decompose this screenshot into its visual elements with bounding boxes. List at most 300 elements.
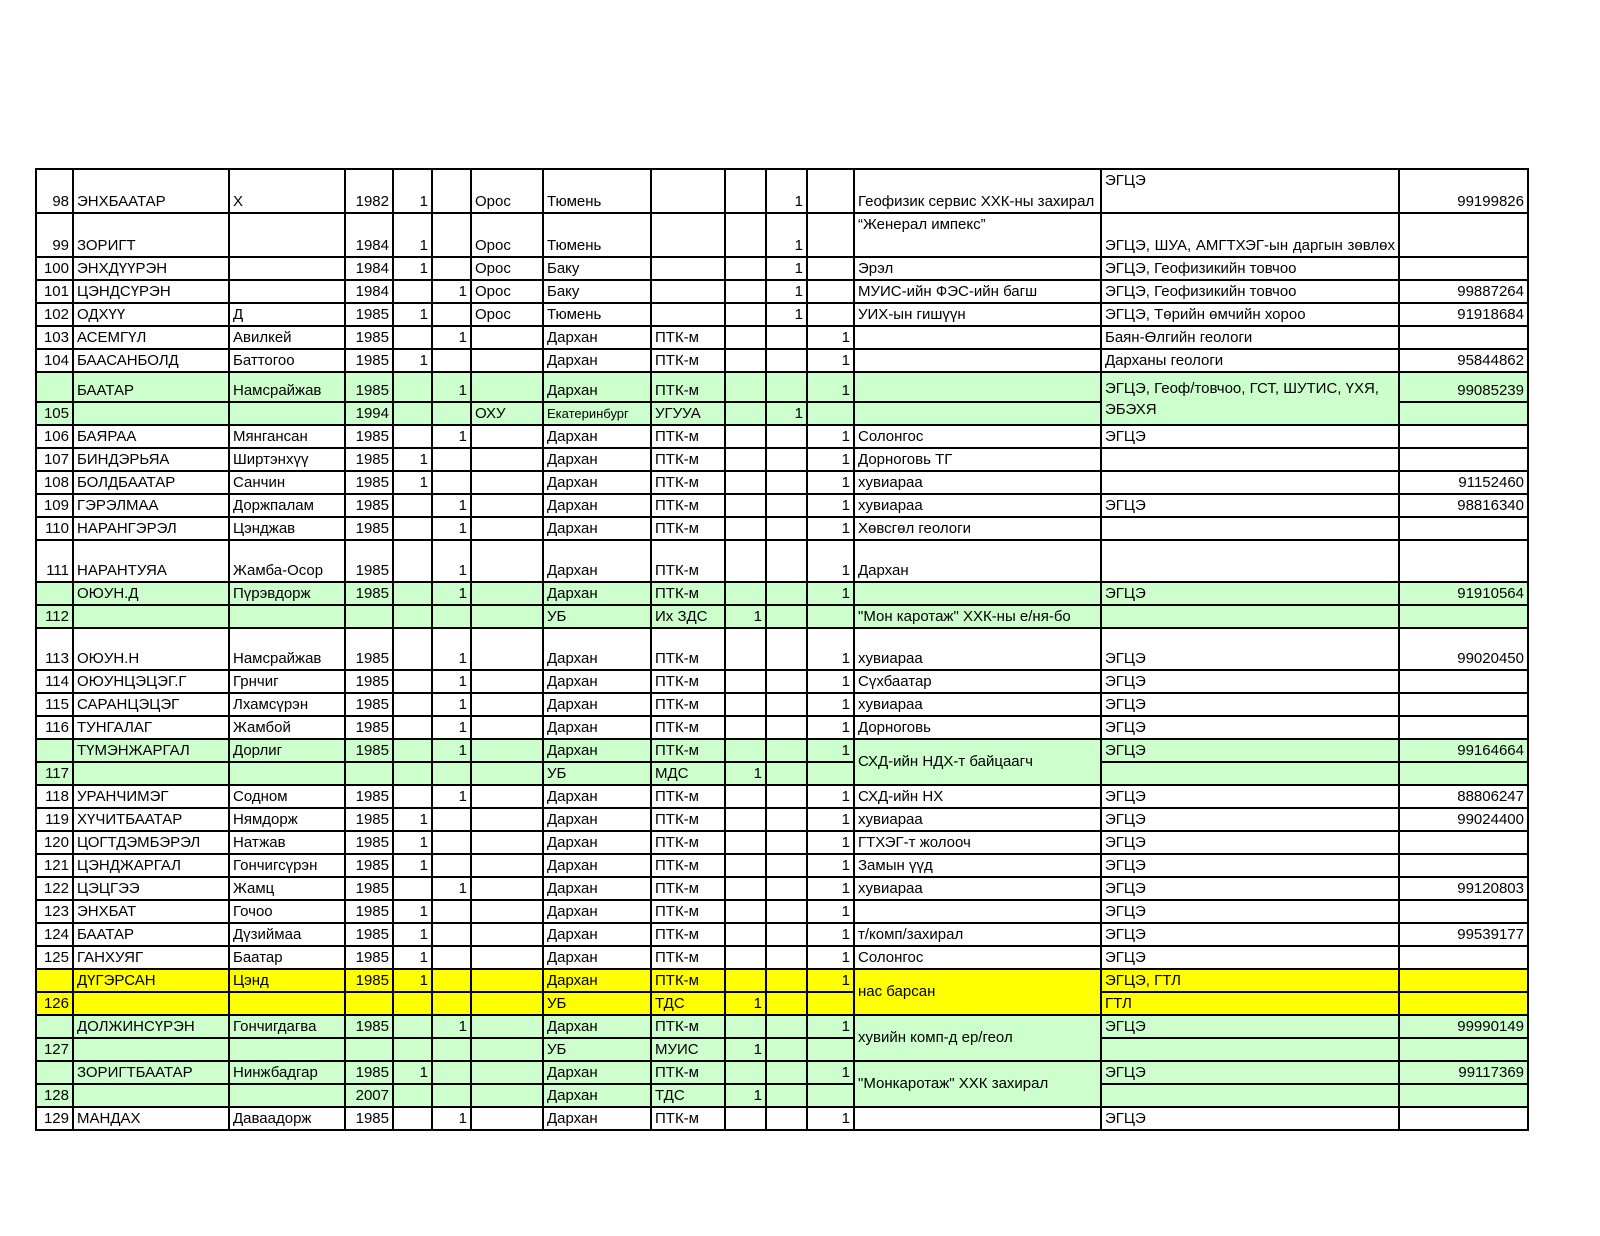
cell-organization	[1101, 762, 1399, 785]
cell-workplace: Солонгос	[854, 946, 1101, 969]
cell-phone	[1399, 1084, 1528, 1107]
cell-count-b: 1	[432, 372, 471, 402]
cell-given-name: Баттогоо	[229, 349, 345, 372]
cell-city: Дархан	[543, 1084, 651, 1107]
cell-count-b	[432, 257, 471, 280]
table-row	[36, 992, 1528, 1015]
cell-country	[471, 582, 543, 605]
cell-count-a: 1	[393, 213, 432, 257]
cell-year: 1985	[345, 923, 393, 946]
cell-count-d: 1	[766, 303, 807, 326]
cell-row-number: 115	[36, 693, 73, 716]
cell-country	[471, 425, 543, 448]
cell-given-name: Санчин	[229, 471, 345, 494]
cell-phone	[1399, 693, 1528, 716]
cell-count-b	[432, 1061, 471, 1084]
cell-workplace	[854, 582, 1101, 605]
cell-count-d: 1	[766, 280, 807, 303]
cell-row-number	[36, 1015, 73, 1038]
cell-count-c	[725, 402, 766, 425]
cell-workplace: Замын үүд	[854, 854, 1101, 877]
cell-count-e	[807, 303, 854, 326]
cell-count-b: 1	[432, 1015, 471, 1038]
cell-year: 1985	[345, 877, 393, 900]
cell-year: 1985	[345, 946, 393, 969]
cell-surname: ОЮУНЦЭЦЭГ.Г	[73, 670, 229, 693]
cell-count-d	[766, 762, 807, 785]
cell-organization: ЭГЦЭ	[1101, 716, 1399, 739]
cell-country	[471, 923, 543, 946]
cell-workplace: хувийн комп-д ер/геол	[854, 1015, 1101, 1061]
cell-city: Тюмень	[543, 213, 651, 257]
table-row	[36, 1038, 1528, 1061]
cell-city: Дархан	[543, 946, 651, 969]
cell-phone: 99990149	[1399, 1015, 1528, 1038]
cell-country	[471, 471, 543, 494]
cell-organization: ЭГЦЭ, ГТЛ	[1101, 969, 1399, 992]
cell-row-number: 118	[36, 785, 73, 808]
cell-school: ПТК-м	[651, 785, 725, 808]
table-row	[36, 326, 1528, 349]
cell-row-number: 107	[36, 448, 73, 471]
cell-count-a	[393, 582, 432, 605]
cell-country	[471, 1084, 543, 1107]
cell-count-d	[766, 372, 807, 402]
cell-city: Дархан	[543, 326, 651, 349]
cell-workplace: МУИС-ийн ФЭС-ийн багш	[854, 280, 1101, 303]
cell-surname: ТҮМЭНЖАРГАЛ	[73, 739, 229, 762]
cell-count-c	[725, 785, 766, 808]
cell-school	[651, 213, 725, 257]
cell-surname: ДОЛЖИНСҮРЭН	[73, 1015, 229, 1038]
cell-city: УБ	[543, 605, 651, 628]
cell-count-e	[807, 213, 854, 257]
cell-surname: ОДХҮҮ	[73, 303, 229, 326]
cell-year: 1984	[345, 257, 393, 280]
cell-given-name: Дорлиг	[229, 739, 345, 762]
cell-workplace	[854, 1107, 1101, 1130]
cell-city: Дархан	[543, 831, 651, 854]
cell-organization: ЭГЦЭ	[1101, 582, 1399, 605]
cell-count-c	[725, 582, 766, 605]
cell-row-number	[36, 372, 73, 402]
cell-row-number: 106	[36, 425, 73, 448]
cell-row-number: 102	[36, 303, 73, 326]
cell-count-a	[393, 605, 432, 628]
cell-row-number: 99	[36, 213, 73, 257]
cell-count-d: 1	[766, 402, 807, 425]
cell-phone: 99539177	[1399, 923, 1528, 946]
cell-count-c	[725, 670, 766, 693]
cell-count-b	[432, 808, 471, 831]
cell-workplace: ГТХЭГ-т жолооч	[854, 831, 1101, 854]
cell-count-b	[432, 969, 471, 992]
cell-count-a	[393, 670, 432, 693]
cell-organization: ЭГЦЭ	[1101, 854, 1399, 877]
cell-given-name: Намсрайжав	[229, 628, 345, 670]
cell-phone: 98816340	[1399, 494, 1528, 517]
cell-count-e: 1	[807, 670, 854, 693]
cell-count-e: 1	[807, 349, 854, 372]
cell-count-d	[766, 877, 807, 900]
cell-surname: АСЕМГҮЛ	[73, 326, 229, 349]
cell-given-name: Баатар	[229, 946, 345, 969]
cell-year: 1985	[345, 854, 393, 877]
cell-organization: ЭГЦЭ	[1101, 923, 1399, 946]
cell-workplace: Эрэл	[854, 257, 1101, 280]
cell-country: Орос	[471, 213, 543, 257]
cell-count-a	[393, 540, 432, 582]
cell-school: ПТК-м	[651, 540, 725, 582]
cell-school: ПТК-м	[651, 739, 725, 762]
cell-count-e	[807, 402, 854, 425]
cell-count-e: 1	[807, 372, 854, 402]
cell-row-number: 123	[36, 900, 73, 923]
cell-count-c	[725, 303, 766, 326]
cell-phone: 91918684	[1399, 303, 1528, 326]
cell-count-c	[725, 349, 766, 372]
cell-count-e: 1	[807, 471, 854, 494]
cell-year: 1984	[345, 280, 393, 303]
cell-given-name: Х	[229, 169, 345, 213]
cell-year: 2007	[345, 1084, 393, 1107]
cell-count-c	[725, 923, 766, 946]
cell-workplace	[854, 900, 1101, 923]
cell-city: Баку	[543, 280, 651, 303]
table-row	[36, 471, 1528, 494]
cell-given-name	[229, 280, 345, 303]
cell-count-e: 1	[807, 494, 854, 517]
cell-row-number: 127	[36, 1038, 73, 1061]
cell-given-name	[229, 402, 345, 425]
cell-country	[471, 372, 543, 402]
cell-count-e	[807, 1084, 854, 1107]
cell-count-c	[725, 1061, 766, 1084]
table-row	[36, 257, 1528, 280]
table-row	[36, 280, 1528, 303]
cell-count-d	[766, 425, 807, 448]
cell-year: 1985	[345, 1015, 393, 1038]
cell-count-e: 1	[807, 517, 854, 540]
cell-surname: ЭНХДҮҮРЭН	[73, 257, 229, 280]
cell-count-c	[725, 213, 766, 257]
cell-count-c: 1	[725, 992, 766, 1015]
cell-count-d	[766, 628, 807, 670]
cell-count-a	[393, 785, 432, 808]
cell-country	[471, 517, 543, 540]
cell-count-a	[393, 1084, 432, 1107]
cell-count-b: 1	[432, 494, 471, 517]
cell-row-number: 109	[36, 494, 73, 517]
cell-count-d	[766, 349, 807, 372]
cell-count-a: 1	[393, 303, 432, 326]
cell-count-b: 1	[432, 425, 471, 448]
cell-count-b	[432, 605, 471, 628]
cell-row-number: 116	[36, 716, 73, 739]
cell-surname: ГАНХУЯГ	[73, 946, 229, 969]
cell-country	[471, 540, 543, 582]
cell-school: ПТК-м	[651, 326, 725, 349]
cell-given-name: Пүрэвдорж	[229, 582, 345, 605]
table-row	[36, 582, 1528, 605]
cell-phone	[1399, 213, 1528, 257]
cell-count-c	[725, 372, 766, 402]
cell-count-d	[766, 494, 807, 517]
table-row	[36, 1015, 1528, 1038]
cell-country	[471, 693, 543, 716]
cell-row-number	[36, 739, 73, 762]
cell-count-c	[725, 739, 766, 762]
cell-count-e	[807, 1038, 854, 1061]
cell-phone	[1399, 762, 1528, 785]
cell-count-c	[725, 280, 766, 303]
cell-school: ПТК-м	[651, 582, 725, 605]
cell-year: 1985	[345, 372, 393, 402]
table-body	[36, 169, 1528, 1130]
cell-surname: ЦЭНДЖАРГАЛ	[73, 854, 229, 877]
cell-count-d	[766, 582, 807, 605]
cell-phone	[1399, 1107, 1528, 1130]
cell-count-a: 1	[393, 854, 432, 877]
cell-organization	[1101, 471, 1399, 494]
table-row	[36, 349, 1528, 372]
cell-count-e: 1	[807, 854, 854, 877]
cell-city: Екатеринбург	[543, 402, 651, 425]
cell-organization: ЭГЦЭ	[1101, 877, 1399, 900]
cell-count-e: 1	[807, 326, 854, 349]
cell-count-d	[766, 716, 807, 739]
cell-count-d	[766, 1107, 807, 1130]
table-row	[36, 785, 1528, 808]
cell-count-e: 1	[807, 628, 854, 670]
cell-count-c	[725, 969, 766, 992]
cell-workplace	[854, 349, 1101, 372]
cell-organization: Баян-Өлгийн геологи	[1101, 326, 1399, 349]
cell-count-e: 1	[807, 425, 854, 448]
cell-school: ПТК-м	[651, 877, 725, 900]
cell-organization: ЭГЦЭ	[1101, 169, 1399, 213]
cell-count-b: 1	[432, 693, 471, 716]
cell-count-d: 1	[766, 169, 807, 213]
cell-surname: БОЛДБААТАР	[73, 471, 229, 494]
cell-surname: ДҮГЭРСАН	[73, 969, 229, 992]
cell-school: ПТК-м	[651, 517, 725, 540]
cell-country: Орос	[471, 280, 543, 303]
cell-count-b	[432, 992, 471, 1015]
spreadsheet-page	[35, 168, 1527, 1131]
cell-phone	[1399, 900, 1528, 923]
cell-school: ПТК-м	[651, 900, 725, 923]
cell-city: Дархан	[543, 494, 651, 517]
cell-count-d	[766, 670, 807, 693]
cell-year: 1985	[345, 494, 393, 517]
cell-given-name: Гончигдагва	[229, 1015, 345, 1038]
cell-year: 1985	[345, 582, 393, 605]
cell-country	[471, 1015, 543, 1038]
cell-given-name	[229, 1038, 345, 1061]
cell-given-name: Цэнджав	[229, 517, 345, 540]
cell-surname: ЦОГТДЭМБЭРЭЛ	[73, 831, 229, 854]
cell-year: 1994	[345, 402, 393, 425]
cell-organization: ЭГЦЭ	[1101, 628, 1399, 670]
cell-phone: 91152460	[1399, 471, 1528, 494]
table-row	[36, 372, 1528, 402]
cell-school: ПТК-м	[651, 372, 725, 402]
cell-workplace: хувиараа	[854, 494, 1101, 517]
cell-city: Дархан	[543, 923, 651, 946]
cell-count-a	[393, 425, 432, 448]
cell-count-e: 1	[807, 808, 854, 831]
cell-given-name: Мянгансан	[229, 425, 345, 448]
cell-country	[471, 1107, 543, 1130]
cell-workplace	[854, 326, 1101, 349]
cell-count-a	[393, 1038, 432, 1061]
cell-country	[471, 831, 543, 854]
cell-surname: ЦЭЦГЭЭ	[73, 877, 229, 900]
cell-count-a	[393, 739, 432, 762]
cell-year: 1985	[345, 628, 393, 670]
cell-given-name: Нямдорж	[229, 808, 345, 831]
cell-school: ПТК-м	[651, 1061, 725, 1084]
table-row	[36, 923, 1528, 946]
cell-year: 1985	[345, 517, 393, 540]
cell-year	[345, 992, 393, 1015]
cell-country	[471, 326, 543, 349]
cell-count-e: 1	[807, 946, 854, 969]
cell-year: 1985	[345, 808, 393, 831]
cell-count-a: 1	[393, 969, 432, 992]
cell-school: УГУУА	[651, 402, 725, 425]
cell-school: ТДС	[651, 992, 725, 1015]
cell-count-c	[725, 1107, 766, 1130]
cell-count-e	[807, 992, 854, 1015]
cell-phone	[1399, 257, 1528, 280]
cell-count-e: 1	[807, 900, 854, 923]
cell-count-d	[766, 739, 807, 762]
cell-surname	[73, 1084, 229, 1107]
table-row	[36, 739, 1528, 762]
cell-year: 1985	[345, 349, 393, 372]
cell-count-e: 1	[807, 448, 854, 471]
cell-row-number: 112	[36, 605, 73, 628]
cell-row-number: 100	[36, 257, 73, 280]
cell-given-name: Лхамсүрэн	[229, 693, 345, 716]
cell-count-a	[393, 517, 432, 540]
cell-count-d	[766, 900, 807, 923]
cell-row-number: 105	[36, 402, 73, 425]
cell-count-a: 1	[393, 1061, 432, 1084]
cell-count-c	[725, 877, 766, 900]
cell-given-name: Д	[229, 303, 345, 326]
cell-count-e: 1	[807, 785, 854, 808]
cell-country	[471, 762, 543, 785]
cell-row-number: 111	[36, 540, 73, 582]
cell-count-e: 1	[807, 969, 854, 992]
cell-row-number: 113	[36, 628, 73, 670]
cell-row-number: 129	[36, 1107, 73, 1130]
cell-count-c	[725, 628, 766, 670]
cell-year: 1985	[345, 785, 393, 808]
cell-city: Дархан	[543, 471, 651, 494]
cell-given-name: Даваадорж	[229, 1107, 345, 1130]
cell-surname: БААСАНБОЛД	[73, 349, 229, 372]
cell-count-c	[725, 448, 766, 471]
cell-given-name	[229, 605, 345, 628]
cell-city: Дархан	[543, 854, 651, 877]
cell-count-b	[432, 946, 471, 969]
cell-workplace	[854, 402, 1101, 425]
cell-count-a	[393, 280, 432, 303]
cell-phone: 99887264	[1399, 280, 1528, 303]
cell-count-c	[725, 540, 766, 582]
table-row	[36, 213, 1528, 257]
cell-count-c	[725, 169, 766, 213]
cell-school: ПТК-м	[651, 923, 725, 946]
cell-school: ПТК-м	[651, 471, 725, 494]
cell-given-name: Гочоо	[229, 900, 345, 923]
cell-organization: ЭГЦЭ	[1101, 1107, 1399, 1130]
cell-workplace: хувиараа	[854, 628, 1101, 670]
cell-country	[471, 992, 543, 1015]
cell-workplace: "Мон каротаж" ХХК-ны е/ня-бо	[854, 605, 1101, 628]
cell-count-a: 1	[393, 923, 432, 946]
cell-city: Дархан	[543, 628, 651, 670]
table-row	[36, 946, 1528, 969]
cell-given-name: Дүзиймаа	[229, 923, 345, 946]
cell-given-name: Грнчиг	[229, 670, 345, 693]
cell-school: МУИС	[651, 1038, 725, 1061]
cell-count-c	[725, 716, 766, 739]
cell-workplace: Дорноговь	[854, 716, 1101, 739]
cell-phone	[1399, 969, 1528, 992]
data-table	[35, 168, 1529, 1131]
cell-count-c	[725, 425, 766, 448]
cell-workplace: Сүхбаатар	[854, 670, 1101, 693]
cell-school: ПТК-м	[651, 670, 725, 693]
cell-count-b	[432, 762, 471, 785]
cell-count-b	[432, 349, 471, 372]
cell-city: УБ	[543, 762, 651, 785]
cell-country	[471, 854, 543, 877]
cell-given-name: Нинжбадгар	[229, 1061, 345, 1084]
cell-count-b	[432, 402, 471, 425]
cell-count-c	[725, 257, 766, 280]
cell-surname: БААТАР	[73, 923, 229, 946]
cell-city: Дархан	[543, 785, 651, 808]
cell-count-d	[766, 693, 807, 716]
cell-phone: 95844862	[1399, 349, 1528, 372]
cell-year	[345, 1038, 393, 1061]
cell-count-b: 1	[432, 582, 471, 605]
cell-count-e	[807, 169, 854, 213]
cell-count-b: 1	[432, 877, 471, 900]
cell-count-a: 1	[393, 831, 432, 854]
cell-count-b	[432, 900, 471, 923]
cell-count-e: 1	[807, 1015, 854, 1038]
cell-count-b	[432, 448, 471, 471]
cell-school: ПТК-м	[651, 716, 725, 739]
cell-count-c	[725, 494, 766, 517]
cell-count-b: 1	[432, 280, 471, 303]
cell-count-a: 1	[393, 257, 432, 280]
cell-surname: ЦЭНДСҮРЭН	[73, 280, 229, 303]
cell-phone	[1399, 425, 1528, 448]
cell-organization: ЭГЦЭ, Геоф/товчоо, ГСТ, ШУТИС, ҮХЯ, ЭБЭХЯ	[1101, 372, 1399, 425]
cell-year	[345, 762, 393, 785]
cell-given-name	[229, 213, 345, 257]
cell-city: Дархан	[543, 900, 651, 923]
cell-school: ТДС	[651, 1084, 725, 1107]
